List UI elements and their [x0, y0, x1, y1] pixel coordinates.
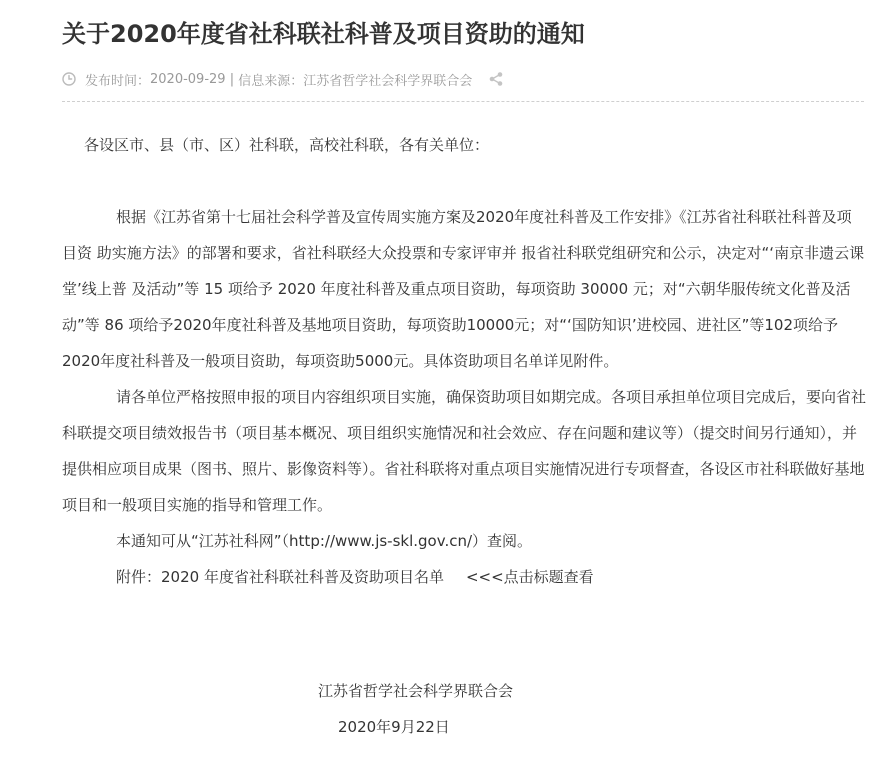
page-title: 关于2020年度省社科联社科普及项目资助的通知 — [62, 20, 585, 48]
attachment-line — [62, 559, 866, 595]
meta-separator: | — [225, 71, 239, 87]
paragraph-notice — [62, 523, 866, 559]
notice-prefix: 本通知可从“江苏社科网”（ — [116, 532, 290, 550]
signature-date: 2020年9月22日 — [338, 718, 450, 736]
clock-icon — [62, 72, 76, 86]
notice-suffix: ）查阅。 — [472, 532, 533, 550]
source-label: 信息来源： — [238, 73, 304, 89]
paragraph-gap — [62, 163, 866, 199]
meta-divider — [62, 101, 864, 102]
source-name: 江苏省哲学社会科学界联合会 — [303, 73, 473, 89]
salutation: 各设区市、县（市、区）社科联，高校社科联，各有关单位： — [84, 136, 490, 154]
article-body — [62, 127, 866, 595]
website-link[interactable]: http://www.js-skl.gov.cn/ — [289, 532, 473, 550]
attachment-link[interactable]: <<<点击标题查看 — [465, 568, 594, 586]
publish-date: 2020-09-29 — [150, 71, 226, 87]
signature-org: 江苏省哲学社会科学界联合会 — [318, 682, 514, 700]
article-meta — [62, 70, 504, 88]
publish-label: 发布时间： — [85, 73, 151, 89]
share-icon[interactable] — [488, 71, 504, 87]
attachment-label: 附件：2020 年度省社科联社科普及资助项目名单 — [116, 568, 444, 586]
paragraph-funding: 根据《江苏省第十七届社会科学普及宣传周实施方案及2020年度社科普及工作安排》《江苏省社科联社科普及项目资 助实施方法》的部署和要求，省社科联经大众投票和专家评审并 报省社科联党组研究和公示，决定对“‘南京非遗云课堂’线上普 及活动”等 15 项给予 2020 年度社科普及重点项目资助，每项资助 30000 元；对“六朝华服传统文化普及活动”等 86 项给予2020年度社科普及基地项目资助，每项资助10000元；对“‘国防知识’进校园、进社区”等102项给予2020年度社科普及一般项目资助，每项资助5000元。具体资助项目名单详见附件。 — [62, 208, 865, 370]
paragraph-requirements: 请各单位严格按照申报的项目内容组织项目实施，确保资助项目如期完成。各项目承担单位项目完成后，要向省社科联提交项目绩效报告书（项目基本概况、项目组织实施情况和社会效应、存在问题和建议等）（提交时间另行通知），并提供相应项目成果（图书、照片、影像资料等）。省社科联将对重点项目实施情况进行专项督查，各设区市社科联做好基地项目和一般项目实施的指导和管理工作。 — [62, 388, 867, 514]
